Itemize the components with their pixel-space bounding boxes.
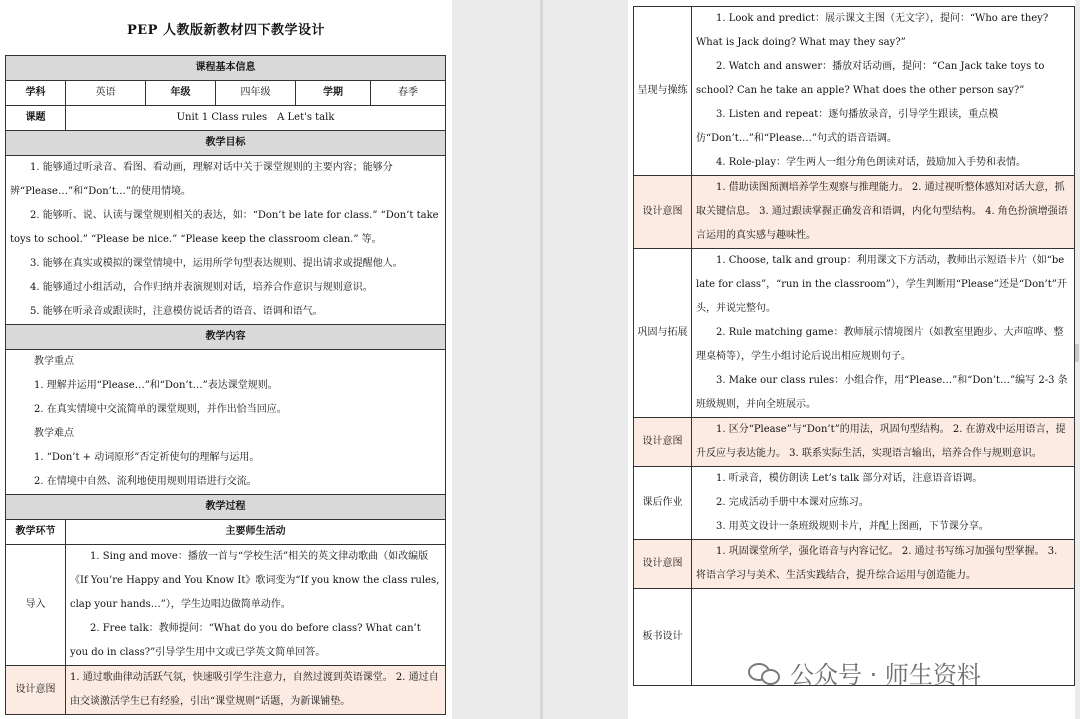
watermark-text: 公众号 · 师生资料 <box>790 661 981 689</box>
process-header: 教学过程 <box>6 495 446 520</box>
document-page-left <box>0 0 452 719</box>
objective-item: 4. 能够通过小组活动，合作归纳并表演规则对话，培养合作意识与规则意识。 <box>30 282 373 293</box>
homework-items <box>692 467 1075 540</box>
grade-value: 四年级 <box>216 81 296 106</box>
stage-intro: 导入 <box>6 545 66 666</box>
design-label: 设计意图 <box>634 418 692 467</box>
stage-presentation: 呈现与操练 <box>634 7 692 176</box>
objective-item: 2. 能够听、说、认读与课堂规则相关的表达，如：“Don’t be late for class.” “Don’t take toys to school.” “Please be nice.” “Please keep the classroom clean.” 等。 <box>10 210 439 245</box>
objectives-cell <box>6 156 446 325</box>
key-points-label: 教学重点 <box>34 356 74 367</box>
key-point-item: 1. 理解并运用“Please…”和“Don’t…”表达课堂规则。 <box>34 380 278 391</box>
content-cell <box>6 350 446 495</box>
content-header: 教学内容 <box>6 325 446 350</box>
activity-item: 3. Make our class rules：小组合作，用“Please…”和“Don’t…”编写 2-3 条班级规则，并向全班展示。 <box>696 375 1068 410</box>
col-activity-header: 主要师生活动 <box>66 520 446 545</box>
subject-label: 学科 <box>6 81 66 106</box>
design-label: 设计意图 <box>6 666 66 715</box>
activity-item: 4. Role-play：学生两人一组分角色朗读对话，鼓励加入手势和表情。 <box>716 157 1026 168</box>
difficulty-item: 2. 在情境中自然、流利地使用规则用语进行交流。 <box>34 476 257 487</box>
activity-item: 3. Listen and repeat：逐句播放录音，引导学生跟读，重点模仿“Don’t…”和“Please…”句式的语音语调。 <box>696 109 999 144</box>
design-label: 设计意图 <box>634 176 692 249</box>
grade-label: 年级 <box>146 81 216 106</box>
term-label: 学期 <box>296 81 371 106</box>
stage-homework: 课后作业 <box>634 467 692 540</box>
page-gutter <box>540 0 543 719</box>
activity-item: 1. Sing and move：播放一首与“学校生活”相关的英文律动歌曲（如改编版《If You’re Happy and You Know It》歌词变为“If you know the class rules, clap your hands…”），学生边唱边做简单动作。 <box>70 551 440 610</box>
consolidation-activities <box>692 249 1075 418</box>
intro-activities <box>66 545 446 666</box>
presentation-activities <box>692 7 1075 176</box>
design-label: 设计意图 <box>634 540 692 589</box>
stage-board: 板书设计 <box>634 589 692 686</box>
objective-item: 1. 能够通过听录音、看图、看动画，理解对话中关于课堂规则的主要内容；能够分辨“Please…”和“Don’t…”的使用情境。 <box>10 162 393 197</box>
key-point-item: 2. 在真实情境中交流简单的课堂规则，并作出恰当回应。 <box>34 404 287 415</box>
basic-info-header: 课程基本信息 <box>6 56 446 81</box>
watermark <box>748 655 981 690</box>
homework-item: 2. 完成活动手册中本课对应练习。 <box>716 497 869 508</box>
term-value: 春季 <box>371 81 446 106</box>
activity-item: 2. Free talk：教师提问：“What do you do before class? What can’t you do in class?”引导学生用中文或已学英文简单回答。 <box>70 623 421 658</box>
col-stage-header: 教学环节 <box>6 520 66 545</box>
objective-item: 3. 能够在真实或模拟的课堂情境中，运用所学句型表达规则、提出请求或提醒他人。 <box>30 258 403 269</box>
homework-design: 1. 巩固课堂所学，强化语音与内容记忆。 2. 通过书写练习加强句型掌握。 3. 将语言学习与美术、生活实践结合，提升综合运用与创造能力。 <box>692 540 1075 589</box>
homework-item: 1. 听录音，模仿朗读 Let’s talk 部分对话，注意语音语调。 <box>716 473 983 484</box>
subject-value: 英语 <box>66 81 146 106</box>
presentation-design: 1. 借助读图预测培养学生观察与推理能力。 2. 通过视听整体感知对话大意，抓取关键信息。 3. 通过跟读掌握正确发音和语调，内化句型结构。 4. 角色扮演增强语言运用的真实感与趣味性。 <box>692 176 1075 249</box>
lesson-table-left <box>5 55 446 715</box>
topic-value: Unit 1 Class rules A Let's talk <box>66 106 446 131</box>
activity-item: 1. Look and predict：展示课文主图（无文字），提问：“Who are they? What is Jack doing? What may they say?” <box>696 13 1049 48</box>
wechat-icon <box>748 659 782 687</box>
difficulty-item: 1. “Don’t + 动词原形”否定祈使句的理解与运用。 <box>34 452 260 463</box>
activity-item: 2. Watch and answer：播放对话动画，提问：“Can Jack take toys to school? Can he take an apple? What does the other person say?” <box>696 61 1045 96</box>
difficulties-label: 教学难点 <box>34 428 74 439</box>
intro-design: 1. 通过歌曲律动活跃气氛，快速吸引学生注意力，自然过渡到英语课堂。 2. 通过自由交谈激活学生已有经验，引出“课堂规则”话题，为新课铺垫。 <box>66 666 446 715</box>
topic-label: 课题 <box>6 106 66 131</box>
activity-item: 1. Choose, talk and group：利用课文下方活动，教师出示短语卡片（如“be late for class”，“run in the classroom”），学生判断用“Please”还是“Don’t”开头，并说完整句。 <box>696 255 1067 314</box>
stage-consolidation: 巩固与拓展 <box>634 249 692 418</box>
consolidation-design: 1. 区分“Please”与“Don’t”的用法，巩固句型结构。 2. 在游戏中运用语言，提升反应与表达能力。 3. 联系实际生活，实现语言输出，培养合作与规则意识。 <box>692 418 1075 467</box>
document-page-right <box>628 0 1075 719</box>
lesson-table-right <box>633 6 1075 686</box>
homework-item: 3. 用英文设计一条班级规则卡片，并配上图画，下节课分享。 <box>716 521 989 532</box>
objective-item: 5. 能够在听录音或跟读时，注意模仿说话者的语音、语调和语气。 <box>30 306 323 317</box>
activity-item: 2. Rule matching game：教师展示情境图片（如教室里跑步、大声喧哗、整理桌椅等），学生小组讨论后说出相应规则句子。 <box>696 327 1064 362</box>
document-title: PEP 人教版新教材四下教学设计 <box>127 23 325 38</box>
objectives-header: 教学目标 <box>6 131 446 156</box>
